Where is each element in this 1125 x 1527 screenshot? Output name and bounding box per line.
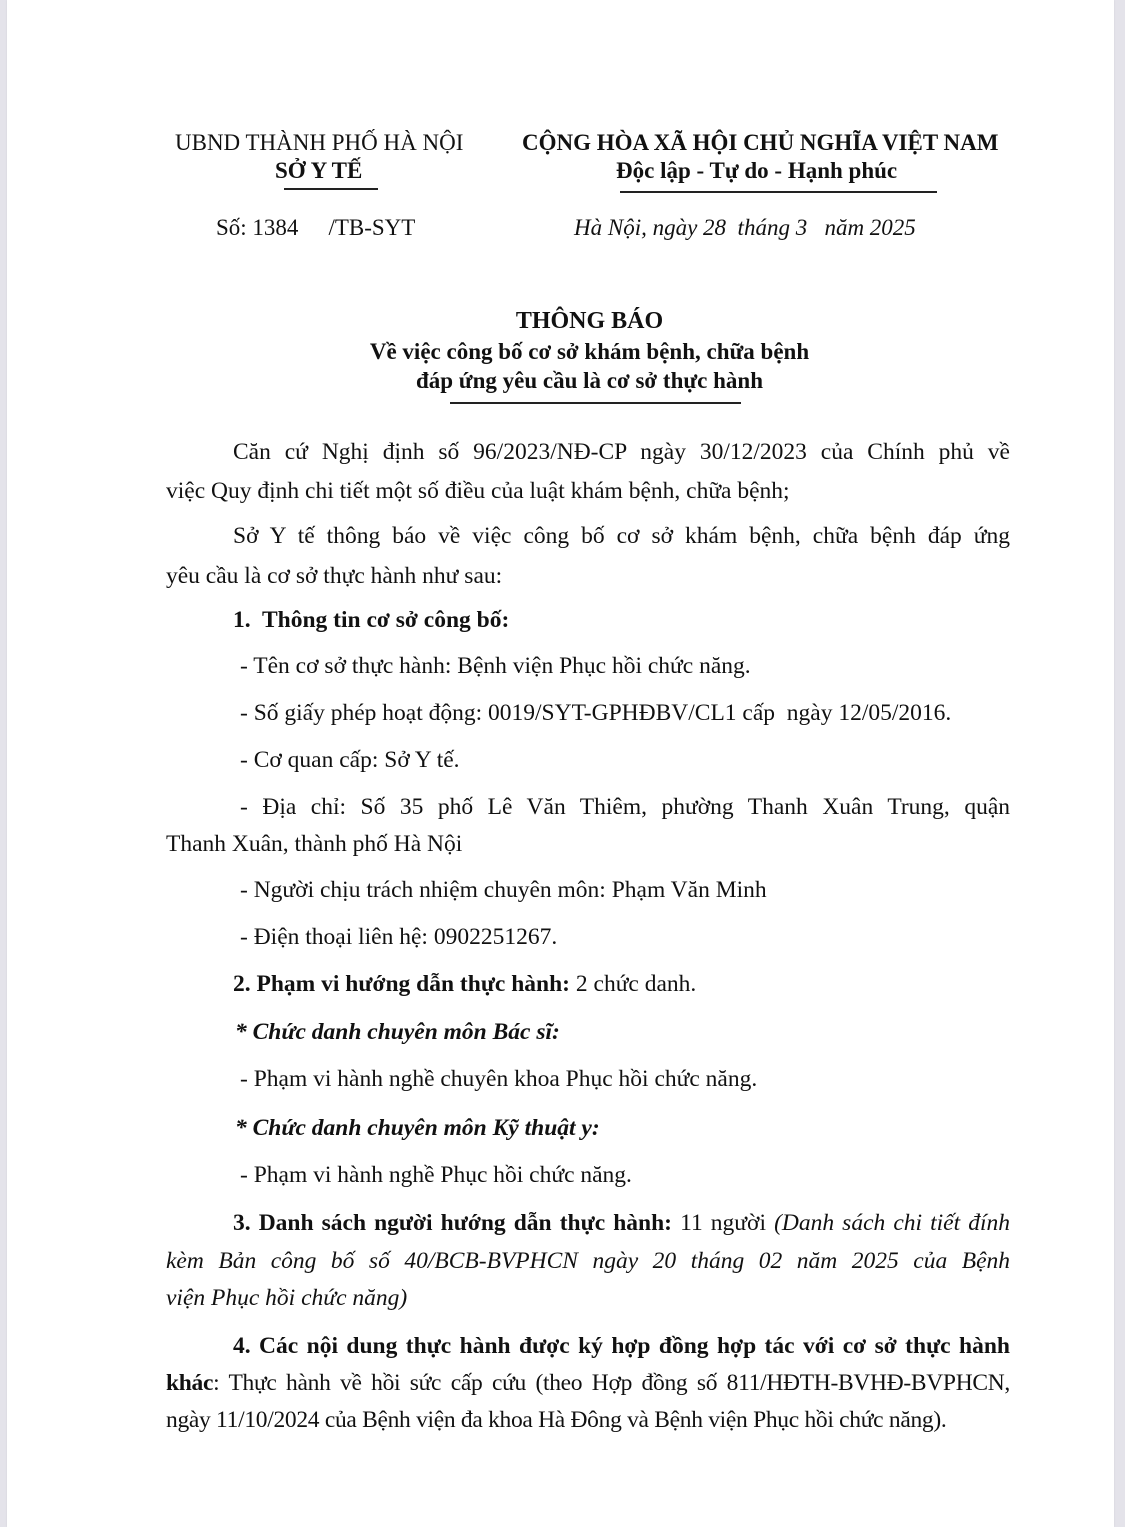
- section3-note-line2: kèm Bản công bố số 40/BCB-BVPHCN ngày 20 tháng 02 năm 2025 của Bệnh: [166, 1248, 1010, 1274]
- intro-paragraph-2-line1: Sở Y tế thông báo về việc công bố cơ sở khám bệnh, chữa bệnh đáp ứng: [233, 523, 1010, 549]
- section1-item-issuer: - Cơ quan cấp: Sở Y tế.: [240, 747, 460, 773]
- section2-heading: 2. Phạm vi hướng dẫn thực hành:: [233, 971, 571, 997]
- section3-line1: [233, 1208, 1010, 1238]
- intro-paragraph-2-line2: yêu cầu là cơ sở thực hành như sau:: [166, 563, 503, 589]
- section4-heading-end: khác: [166, 1370, 214, 1396]
- section2-line: [233, 969, 696, 999]
- document-number-suffix: /TB-SYT: [328, 215, 416, 240]
- section1-address-line1: - Địa chỉ: Số 35 phố Lê Văn Thiêm, phường Thanh Xuân Trung, quận: [240, 794, 1010, 820]
- document-date: Hà Nội, ngày 28 tháng 3 năm 2025: [574, 215, 916, 240]
- document-number: [216, 214, 415, 242]
- section1-phone: - Điện thoại liên hệ: 0902251267.: [240, 924, 558, 950]
- section4-line2: [166, 1368, 1010, 1398]
- section1-item-license: - Số giấy phép hoạt động: 0019/SYT-GPHĐBV/CL1 cấp ngày 12/05/2016.: [240, 700, 952, 726]
- section3-heading: 3. Danh sách người hướng dẫn thực hành:: [233, 1210, 672, 1236]
- issuer-underline: [284, 188, 378, 190]
- section4-text-line2: : Thực hành về hồi sức cấp cứu (theo Hợp đồng số 811/HĐTH-BVHĐ-BVPHCN,: [213, 1370, 1010, 1396]
- document-page: [7, 0, 1114, 1527]
- section1-item-facility-name: - Tên cơ sở thực hành: Bệnh viện Phục hồi chức năng.: [240, 653, 751, 679]
- issuer-name: SỞ Y TẾ: [275, 158, 363, 183]
- section2-role1-scope: - Phạm vi hành nghề chuyên khoa Phục hồi chức năng.: [240, 1066, 758, 1092]
- section3-note-start: (Danh sách chi tiết đính: [774, 1210, 1010, 1236]
- document-subtitle-line2: đáp ứng yêu cầu là cơ sở thực hành: [415, 368, 764, 393]
- section2-role2-title: * Chức danh chuyên môn Kỹ thuật y:: [235, 1115, 600, 1141]
- document-subtitle-line1: Về việc công bố cơ sở khám bệnh, chữa bệnh: [369, 339, 810, 364]
- issuer-parent: UBND THÀNH PHỐ HÀ NỘI: [175, 130, 464, 155]
- section2-value: 2 chức danh.: [570, 971, 697, 997]
- section3-count: 11 người: [672, 1210, 775, 1236]
- national-motto: Độc lập - Tự do - Hạnh phúc: [616, 158, 898, 183]
- section1-address-line2: Thanh Xuân, thành phố Hà Nội: [166, 831, 463, 857]
- title-underline: [450, 402, 741, 404]
- document-number-prefix: Số: 1384: [216, 215, 299, 240]
- intro-paragraph-1-line2: việc Quy định chi tiết một số điều của luật khám bệnh, chữa bệnh;: [166, 478, 790, 504]
- section2-role1-title: * Chức danh chuyên môn Bác sĩ:: [235, 1019, 560, 1045]
- section2-role2-scope: - Phạm vi hành nghề Phục hồi chức năng.: [240, 1162, 632, 1188]
- section4-heading-line1: 4. Các nội dung thực hành được ký hợp đồng hợp tác với cơ sở thực hành: [233, 1333, 1010, 1359]
- section1-heading: 1. Thông tin cơ sở công bố:: [233, 607, 510, 633]
- motto-underline: [620, 191, 937, 193]
- section3-note-line3: viện Phục hồi chức năng): [166, 1285, 408, 1311]
- section4-text-line3: ngày 11/10/2024 của Bệnh viện đa khoa Hà Đông và Bệnh viện Phục hồi chức năng).: [166, 1407, 947, 1433]
- document-title: THÔNG BÁO: [515, 308, 664, 334]
- national-title: CỘNG HÒA XÃ HỘI CHỦ NGHĨA VIỆT NAM: [522, 130, 999, 155]
- intro-paragraph-1-line1: Căn cứ Nghị định số 96/2023/NĐ-CP ngày 30/12/2023 của Chính phủ về: [233, 439, 1010, 465]
- section1-responsible-person: - Người chịu trách nhiệm chuyên môn: Phạm Văn Minh: [240, 877, 767, 903]
